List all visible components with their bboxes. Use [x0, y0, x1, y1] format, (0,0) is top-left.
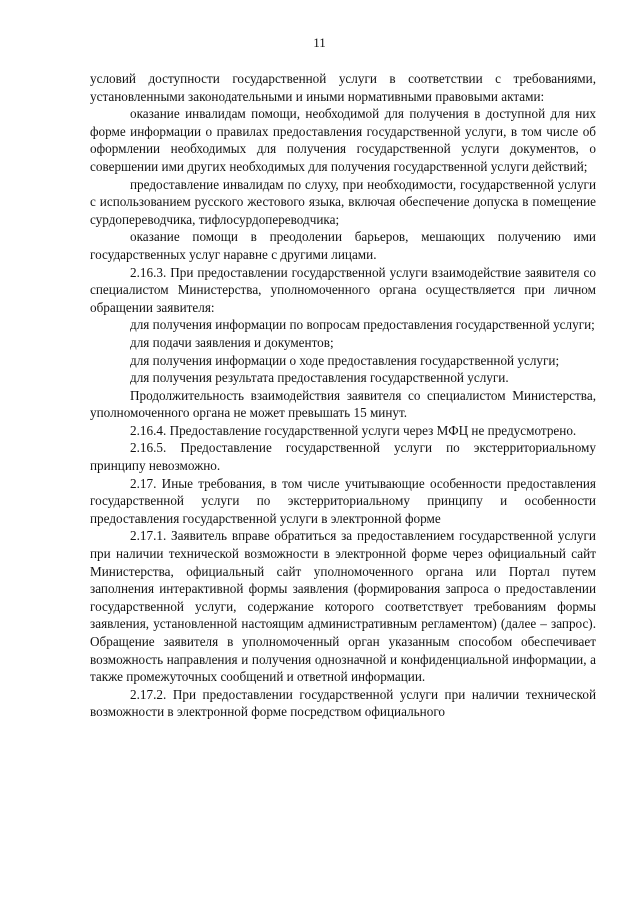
paragraph: 2.16.4. Предоставление государственной услуги через МФЦ не предусмотрено.: [130, 422, 577, 438]
paragraph: условий доступности государственной услуги в соответствии с требованиями, установленными законодательными и иными нормативными правовыми актами:: [90, 71, 596, 104]
paragraph: для подачи заявления и документов;: [130, 334, 334, 350]
paragraph: 2.16.3. При предоставлении государственной услуги взаимодействие заявителя со специалистом Министерства, уполномоченного органа осуществляется при личном обращении заявителя:: [90, 264, 596, 315]
paragraph: Продолжительность взаимодействия заявителя со специалистом Министерства, уполномоченного органа не может превышать 15 минут.: [90, 387, 596, 421]
paragraph: для получения результата предоставления государственной услуги.: [130, 370, 509, 386]
page-number: 11: [313, 35, 326, 50]
paragraph: 2.17.2. При предоставлении государственной услуги при наличии технической возможности в электронной форме посредством официального: [90, 686, 596, 720]
paragraph: 2.17. Иные требования, в том числе учитывающие особенности предоставления государственной услуги по экстерриториальному принципу и особенности предоставления государственной услуги в электронной форме: [90, 475, 596, 526]
document-body: [90, 70, 596, 721]
paragraph: оказание помощи в преодолении барьеров, мешающих получению ими государственных услуг наравне с другими лицами.: [90, 229, 596, 262]
paragraph: 2.17.1. Заявитель вправе обратиться за предоставлением государственной услуги при наличии технической возможности в электронной форме через официальный сайт Министерства, официальный сайт уполномоченного органа или Портал путем заполнения интерактивной формы заявления (формирования запроса о предоставлении государственной услуги, содержание которого соответствует требованиям формы заявления, установленной настоящим административным регламентом) (далее – запрос). Обращение заявителя в уполномоченный орган указанным способом обеспечивает возможность направления и получения однозначной и конфиденциальной информации, а также промежуточных сообщений и ответной информации.: [90, 528, 596, 685]
paragraph: 2.16.5. Предоставление государственной услуги по экстерриториальному принципу невозможно.: [90, 440, 596, 474]
paragraph: для получения информации о ходе предоставления государственной услуги;: [130, 352, 560, 368]
paragraph: оказание инвалидам помощи, необходимой для получения в доступной для них форме информации о правилах предоставления государственной услуги, в том числе об оформлении необходимых для получения государственной услуги документов, о совершении ими других необходимых для получения государственной услуги действий;: [90, 106, 596, 174]
paragraph: предоставление инвалидам по слуху, при необходимости, государственной услуги с использованием русского жестового языка, включая обеспечение допуска в помещение сурдопереводчика, тифлосурдопереводчика;: [90, 176, 596, 227]
paragraph: для получения информации по вопросам предоставления государственной услуги;: [130, 317, 595, 333]
